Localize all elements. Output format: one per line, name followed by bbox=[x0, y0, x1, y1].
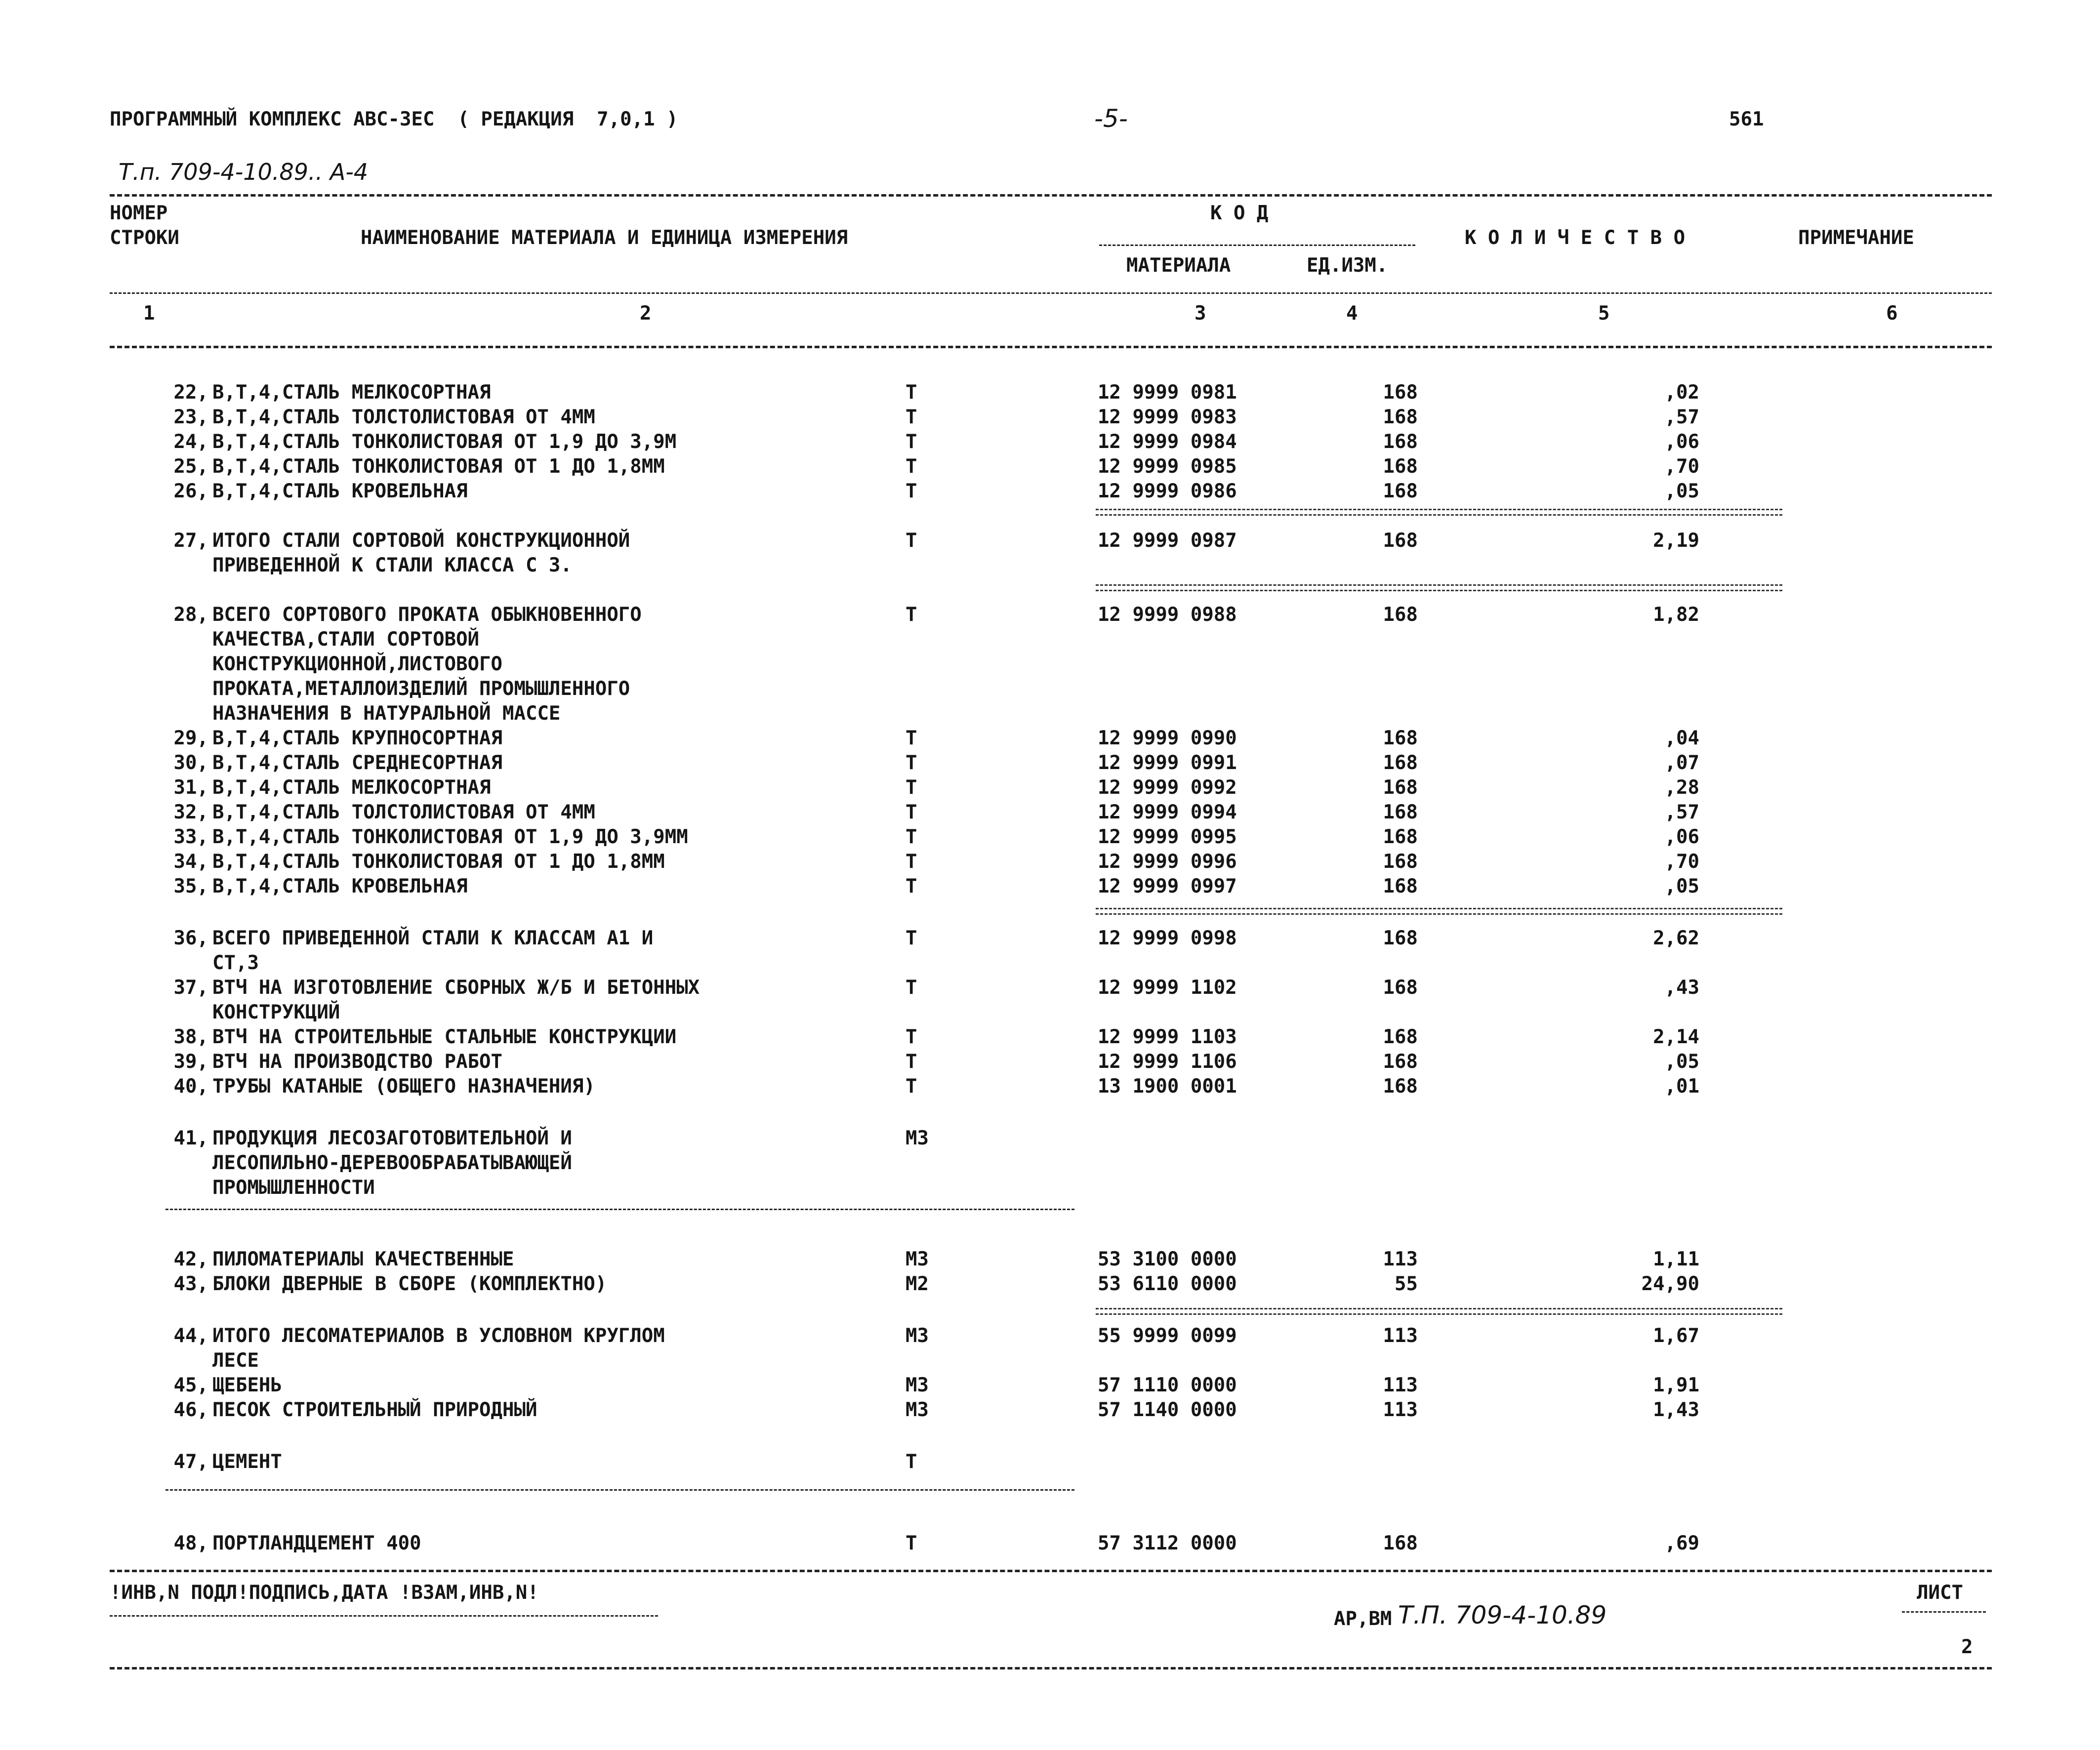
unit-code: 168 bbox=[1383, 406, 1418, 428]
material-name bbox=[212, 1452, 282, 1477]
section-rule-cement bbox=[165, 1489, 1074, 1491]
quantity: ,07 bbox=[1664, 752, 1699, 774]
material-name bbox=[212, 1027, 676, 1052]
material-name bbox=[212, 605, 642, 729]
quantity: ,28 bbox=[1664, 776, 1699, 799]
unit-of-measure: Т bbox=[906, 752, 917, 774]
row-number: 28, bbox=[173, 604, 208, 626]
handwritten-reference: Т.п. 709-4-10.89.. А-4 bbox=[119, 159, 369, 185]
quantity: ,05 bbox=[1664, 480, 1699, 502]
row-number: 37, bbox=[173, 977, 208, 999]
material-name-line: БЛОКИ ДВЕРНЫЕ В СБОРЕ (КОМПЛЕКТНО) bbox=[212, 1273, 607, 1295]
material-name-line: В,Т,4,СТАЛЬ ТОНКОЛИСТОВАЯ ОТ 1 ДО 1,8ММ bbox=[212, 455, 665, 478]
row-number: 46, bbox=[173, 1399, 208, 1421]
inventory-header: !ИНВ,N ПОДЛ!ПОДПИСЬ,ДАТА !ВЗАМ,ИНВ,N! bbox=[110, 1582, 539, 1604]
unit-code: 168 bbox=[1383, 529, 1418, 552]
material-name bbox=[212, 929, 653, 978]
row-number: 25, bbox=[173, 455, 208, 478]
quantity: 2,14 bbox=[1653, 1026, 1699, 1048]
unit-of-measure: Т bbox=[906, 455, 917, 478]
unit-code: 113 bbox=[1383, 1325, 1418, 1347]
row-number: 36, bbox=[173, 927, 208, 949]
col-index-1: 1 bbox=[143, 302, 155, 325]
quantity: ,57 bbox=[1664, 801, 1699, 823]
unit-of-measure: Т bbox=[906, 381, 917, 404]
material-name-line: ВСЕГО СОРТОВОГО ПРОКАТА ОБЫКНОВЕННОГО bbox=[212, 604, 642, 626]
unit-of-measure: Т bbox=[906, 1451, 917, 1473]
material-name-line: ВСЕГО ПРИВЕДЕННОЙ СТАЛИ К КЛАССАМ А1 И bbox=[212, 927, 654, 949]
header-quantity: К О Л И Ч Е С Т В О bbox=[1465, 227, 1686, 249]
page-marker: -5- bbox=[1094, 104, 1128, 133]
material-name-line: ПРОКАТА,МЕТАЛЛОИЗДЕЛИЙ ПРОМЫШЛЕННОГО bbox=[212, 678, 630, 700]
unit-of-measure: Т bbox=[906, 406, 917, 428]
col-index-6: 6 bbox=[1886, 302, 1898, 325]
material-name bbox=[212, 753, 502, 778]
unit-of-measure: М3 bbox=[906, 1399, 929, 1421]
unit-of-measure: Т bbox=[906, 1532, 917, 1554]
col-index-3: 3 bbox=[1194, 302, 1206, 325]
unit-code: 168 bbox=[1383, 801, 1418, 823]
material-code: 12 9999 0996 bbox=[1098, 851, 1237, 873]
material-name-line: ВТЧ НА СТРОИТЕЛЬНЫЕ СТАЛЬНЫЕ КОНСТРУКЦИИ bbox=[212, 1026, 677, 1048]
material-name bbox=[212, 852, 665, 877]
material-code: 12 9999 1102 bbox=[1098, 977, 1237, 999]
material-code: 12 9999 0985 bbox=[1098, 455, 1237, 478]
unit-code: 168 bbox=[1383, 752, 1418, 774]
material-name-line: ВТЧ НА ИЗГОТОВЛЕНИЕ СБОРНЫХ Ж/Б И БЕТОННЫХ bbox=[212, 977, 700, 999]
material-name-line: ЛЕСЕ bbox=[212, 1349, 259, 1372]
material-name-line: В,Т,4,СТАЛЬ КРОВЕЛЬНАЯ bbox=[212, 875, 468, 897]
material-name bbox=[212, 1077, 595, 1101]
unit-code: 168 bbox=[1383, 1026, 1418, 1048]
material-name-line: В,Т,4,СТАЛЬ ТОЛСТОЛИСТОВАЯ ОТ 4ММ bbox=[212, 801, 595, 823]
sheet-divider bbox=[1902, 1611, 1986, 1613]
material-name-line: ВТЧ НА ПРОИЗВОДСТВО РАБОТ bbox=[212, 1051, 502, 1073]
material-code: 12 9999 0984 bbox=[1098, 431, 1237, 453]
unit-code: 168 bbox=[1383, 875, 1418, 897]
quantity: 24,90 bbox=[1641, 1273, 1699, 1295]
table-top-rule bbox=[110, 194, 1992, 197]
unit-code: 168 bbox=[1383, 431, 1418, 453]
header-material-name: НАИМЕНОВАНИЕ МАТЕРИАЛА И ЕДИНИЦА ИЗМЕРЕНИЯ bbox=[361, 227, 848, 249]
material-name-line: ПРИВЕДЕННОЙ К СТАЛИ КЛАССА С 3. bbox=[212, 554, 572, 576]
material-code: 13 1900 0001 bbox=[1098, 1075, 1237, 1098]
quantity: ,06 bbox=[1664, 431, 1699, 453]
footer-bottom-rule bbox=[110, 1667, 1992, 1669]
material-code: 12 9999 0995 bbox=[1098, 826, 1237, 848]
material-name-line: В,Т,4,СТАЛЬ ТОЛСТОЛИСТОВАЯ ОТ 4ММ bbox=[212, 406, 595, 428]
row-number: 48, bbox=[173, 1532, 208, 1554]
material-name-line: ПРОМЫШЛЕННОСТИ bbox=[212, 1177, 375, 1199]
unit-of-measure: Т bbox=[906, 431, 917, 453]
header-row-number-a: НОМЕР bbox=[110, 202, 168, 224]
unit-of-measure: Т bbox=[906, 801, 917, 823]
material-name bbox=[212, 827, 688, 852]
section-rule-wood bbox=[165, 1209, 1074, 1210]
quantity: ,02 bbox=[1664, 381, 1699, 404]
material-name-line: ПОРТЛАНДЦЕМЕНТ 400 bbox=[212, 1532, 421, 1554]
material-name-line: ТРУБЫ КАТАНЫЕ (ОБЩЕГО НАЗНАЧЕНИЯ) bbox=[212, 1075, 595, 1098]
material-code: 57 3112 0000 bbox=[1098, 1532, 1237, 1554]
material-name bbox=[212, 978, 700, 1027]
unit-code: 168 bbox=[1383, 1075, 1418, 1098]
material-name bbox=[212, 531, 630, 580]
material-name-line: ИТОГО ЛЕСОМАТЕРИАЛОВ В УСЛОВНОМ КРУГЛОМ bbox=[212, 1325, 665, 1347]
material-name bbox=[212, 1274, 607, 1299]
row-number: 23, bbox=[173, 406, 208, 428]
quantity: ,04 bbox=[1664, 727, 1699, 749]
material-name bbox=[212, 803, 595, 827]
quantity: ,70 bbox=[1664, 851, 1699, 873]
material-name bbox=[212, 1376, 282, 1400]
quantity: 1,11 bbox=[1653, 1248, 1699, 1270]
material-name bbox=[212, 457, 665, 482]
stamp-code: АР,ВМ bbox=[1334, 1608, 1392, 1630]
unit-code: 168 bbox=[1383, 1051, 1418, 1073]
material-name-line: В,Т,4,СТАЛЬ ТОНКОЛИСТОВАЯ ОТ 1 ДО 1,8ММ bbox=[212, 851, 665, 873]
material-name bbox=[212, 1400, 537, 1425]
material-name bbox=[212, 778, 491, 803]
row-number: 31, bbox=[173, 776, 208, 799]
row-number: 41, bbox=[173, 1127, 208, 1149]
material-name-line: В,Т,4,СТАЛЬ МЕЛКОСОРТНАЯ bbox=[212, 776, 491, 799]
material-name-line: ЩЕБЕНЬ bbox=[212, 1374, 282, 1396]
unit-of-measure: Т bbox=[906, 727, 917, 749]
quantity: 2,62 bbox=[1653, 927, 1699, 949]
unit-code: 168 bbox=[1383, 604, 1418, 626]
quantity: 1,43 bbox=[1653, 1399, 1699, 1421]
material-name-line: ЦЕМЕНТ bbox=[212, 1451, 282, 1473]
material-code: 57 1110 0000 bbox=[1098, 1374, 1237, 1396]
unit-of-measure: Т bbox=[906, 1075, 917, 1098]
row-number: 47, bbox=[173, 1451, 208, 1473]
material-code: 12 9999 0987 bbox=[1098, 529, 1237, 552]
subtotal-separator-3 bbox=[1096, 908, 1782, 915]
material-name-line: КОНСТРУКЦИЙ bbox=[212, 1001, 340, 1023]
unit-code: 113 bbox=[1383, 1248, 1418, 1270]
material-name bbox=[212, 482, 468, 506]
material-name bbox=[212, 877, 468, 901]
material-code: 12 9999 0990 bbox=[1098, 727, 1237, 749]
row-number: 26, bbox=[173, 480, 208, 502]
quantity: ,69 bbox=[1664, 1532, 1699, 1554]
quantity: ,01 bbox=[1664, 1075, 1699, 1098]
quantity: ,57 bbox=[1664, 406, 1699, 428]
quantity: ,05 bbox=[1664, 1051, 1699, 1073]
unit-code: 113 bbox=[1383, 1374, 1418, 1396]
unit-of-measure: М3 bbox=[906, 1325, 929, 1347]
row-number: 35, bbox=[173, 875, 208, 897]
material-name-line: ПЕСОК СТРОИТЕЛЬНЫЙ ПРИРОДНЫЙ bbox=[212, 1399, 537, 1421]
material-name-line: СТ,3 bbox=[212, 952, 259, 974]
unit-code: 168 bbox=[1383, 826, 1418, 848]
col-index-4: 4 bbox=[1346, 302, 1358, 325]
unit-of-measure: Т bbox=[906, 1026, 917, 1048]
unit-of-measure: Т bbox=[906, 977, 917, 999]
subtotal-separator-1 bbox=[1096, 509, 1782, 516]
material-name bbox=[212, 1534, 421, 1558]
sheet-number: 2 bbox=[1961, 1636, 1973, 1658]
row-number: 39, bbox=[173, 1051, 208, 1073]
footer-top-rule bbox=[110, 1570, 1992, 1572]
material-name-line: ИТОГО СТАЛИ СОРТОВОЙ КОНСТРУКЦИОННОЙ bbox=[212, 529, 630, 552]
material-name-line: ЛЕСОПИЛЬНО-ДЕРЕВООБРАБАТЫВАЮЩЕЙ bbox=[212, 1152, 572, 1174]
program-title: ПРОГРАММНЫЙ КОМПЛЕКС АВС-3ЕС ( РЕДАКЦИЯ 7,0,1 ) bbox=[110, 108, 678, 130]
header-code-material: МАТЕРИАЛА bbox=[1126, 254, 1231, 277]
quantity: ,70 bbox=[1664, 455, 1699, 478]
header-bottom-rule bbox=[110, 346, 1992, 348]
row-number: 40, bbox=[173, 1075, 208, 1098]
unit-code: 168 bbox=[1383, 455, 1418, 478]
material-code: 53 6110 0000 bbox=[1098, 1273, 1237, 1295]
row-number: 38, bbox=[173, 1026, 208, 1048]
unit-of-measure: М3 bbox=[906, 1374, 929, 1396]
row-number: 33, bbox=[173, 826, 208, 848]
unit-code: 168 bbox=[1383, 727, 1418, 749]
material-name bbox=[212, 1250, 514, 1274]
material-code: 12 9999 1103 bbox=[1098, 1026, 1237, 1048]
quantity: ,43 bbox=[1664, 977, 1699, 999]
header-note: ПРИМЕЧАНИЕ bbox=[1798, 227, 1914, 249]
subtotal-separator-2 bbox=[1096, 584, 1782, 591]
row-number: 22, bbox=[173, 381, 208, 404]
quantity: 2,19 bbox=[1653, 529, 1699, 552]
unit-code: 168 bbox=[1383, 977, 1418, 999]
material-name-line: В,Т,4,СТАЛЬ ТОНКОЛИСТОВАЯ ОТ 1,9 ДО 3,9М bbox=[212, 431, 677, 453]
row-number: 24, bbox=[173, 431, 208, 453]
unit-of-measure: М2 bbox=[906, 1273, 929, 1295]
row-number: 43, bbox=[173, 1273, 208, 1295]
quantity: 1,67 bbox=[1653, 1325, 1699, 1347]
material-code: 12 9999 1106 bbox=[1098, 1051, 1237, 1073]
material-name-line: ПИЛОМАТЕРИАЛЫ КАЧЕСТВЕННЫЕ bbox=[212, 1248, 514, 1270]
material-name-line: НАЗНАЧЕНИЯ В НАТУРАЛЬНОЙ МАССЕ bbox=[212, 702, 561, 725]
header-code: К О Д bbox=[1210, 202, 1269, 224]
quantity: 1,82 bbox=[1653, 604, 1699, 626]
material-code: 12 9999 0981 bbox=[1098, 381, 1237, 404]
unit-of-measure: Т bbox=[906, 604, 917, 626]
unit-code: 168 bbox=[1383, 927, 1418, 949]
material-code: 12 9999 0998 bbox=[1098, 927, 1237, 949]
unit-of-measure: Т bbox=[906, 776, 917, 799]
material-code: 12 9999 0983 bbox=[1098, 406, 1237, 428]
unit-code: 168 bbox=[1383, 381, 1418, 404]
unit-of-measure: Т bbox=[906, 480, 917, 502]
unit-code: 168 bbox=[1383, 1532, 1418, 1554]
unit-of-measure: М3 bbox=[906, 1127, 929, 1149]
material-code: 12 9999 0997 bbox=[1098, 875, 1237, 897]
material-name-line: В,Т,4,СТАЛЬ КРУПНОСОРТНАЯ bbox=[212, 727, 502, 749]
material-name bbox=[212, 729, 502, 753]
header-code-divider bbox=[1099, 244, 1415, 246]
unit-code: 55 bbox=[1395, 1273, 1418, 1295]
quantity: ,05 bbox=[1664, 875, 1699, 897]
unit-code: 168 bbox=[1383, 851, 1418, 873]
material-name-line: КОНСТРУКЦИОННОЙ,ЛИСТОВОГО bbox=[212, 653, 502, 675]
unit-of-measure: Т bbox=[906, 927, 917, 949]
material-name bbox=[212, 432, 676, 457]
material-code: 53 3100 0000 bbox=[1098, 1248, 1237, 1270]
material-name bbox=[212, 1326, 665, 1376]
material-name bbox=[212, 1052, 502, 1077]
material-name bbox=[212, 383, 491, 407]
inventory-divider bbox=[110, 1615, 658, 1617]
material-code: 12 9999 0986 bbox=[1098, 480, 1237, 502]
row-number: 30, bbox=[173, 752, 208, 774]
row-number: 34, bbox=[173, 851, 208, 873]
material-code: 57 1140 0000 bbox=[1098, 1399, 1237, 1421]
material-name bbox=[212, 1129, 572, 1203]
row-number: 44, bbox=[173, 1325, 208, 1347]
stamp-reference: Т.П. 709-4-10.89 bbox=[1398, 1601, 1607, 1629]
row-number: 45, bbox=[173, 1374, 208, 1396]
col-index-5: 5 bbox=[1598, 302, 1610, 325]
row-number: 32, bbox=[173, 801, 208, 823]
header-row-number-b: СТРОКИ bbox=[110, 227, 179, 249]
material-name bbox=[212, 407, 595, 432]
row-number: 42, bbox=[173, 1248, 208, 1270]
material-name-line: В,Т,4,СТАЛЬ КРОВЕЛЬНАЯ bbox=[212, 480, 468, 502]
unit-of-measure: Т bbox=[906, 529, 917, 552]
col-index-2: 2 bbox=[640, 302, 652, 325]
sheet-label: ЛИСТ bbox=[1917, 1582, 1963, 1604]
page-number: 561 bbox=[1729, 108, 1764, 130]
header-code-unit: ЕД.ИЗМ. bbox=[1307, 254, 1388, 277]
unit-of-measure: Т bbox=[906, 875, 917, 897]
material-code: 55 9999 0099 bbox=[1098, 1325, 1237, 1347]
unit-code: 113 bbox=[1383, 1399, 1418, 1421]
unit-of-measure: Т bbox=[906, 851, 917, 873]
material-code: 12 9999 0988 bbox=[1098, 604, 1237, 626]
unit-code: 168 bbox=[1383, 776, 1418, 799]
unit-of-measure: Т bbox=[906, 1051, 917, 1073]
material-name-line: ПРОДУКЦИЯ ЛЕСОЗАГОТОВИТЕЛЬНОЙ И bbox=[212, 1127, 572, 1149]
unit-of-measure: Т bbox=[906, 826, 917, 848]
unit-code: 168 bbox=[1383, 480, 1418, 502]
subtotal-separator-4 bbox=[1096, 1308, 1782, 1315]
material-code: 12 9999 0991 bbox=[1098, 752, 1237, 774]
material-name-line: В,Т,4,СТАЛЬ ТОНКОЛИСТОВАЯ ОТ 1,9 ДО 3,9ММ bbox=[212, 826, 688, 848]
material-code: 12 9999 0994 bbox=[1098, 801, 1237, 823]
quantity: 1,91 bbox=[1653, 1374, 1699, 1396]
quantity: ,06 bbox=[1664, 826, 1699, 848]
material-code: 12 9999 0992 bbox=[1098, 776, 1237, 799]
row-number: 29, bbox=[173, 727, 208, 749]
header-mid-rule bbox=[110, 292, 1992, 294]
material-name-line: КАЧЕСТВА,СТАЛИ СОРТОВОЙ bbox=[212, 628, 480, 651]
material-name-line: В,Т,4,СТАЛЬ СРЕДНЕСОРТНАЯ bbox=[212, 752, 502, 774]
material-name-line: В,Т,4,СТАЛЬ МЕЛКОСОРТНАЯ bbox=[212, 381, 491, 404]
row-number: 27, bbox=[173, 529, 208, 552]
unit-of-measure: М3 bbox=[906, 1248, 929, 1270]
